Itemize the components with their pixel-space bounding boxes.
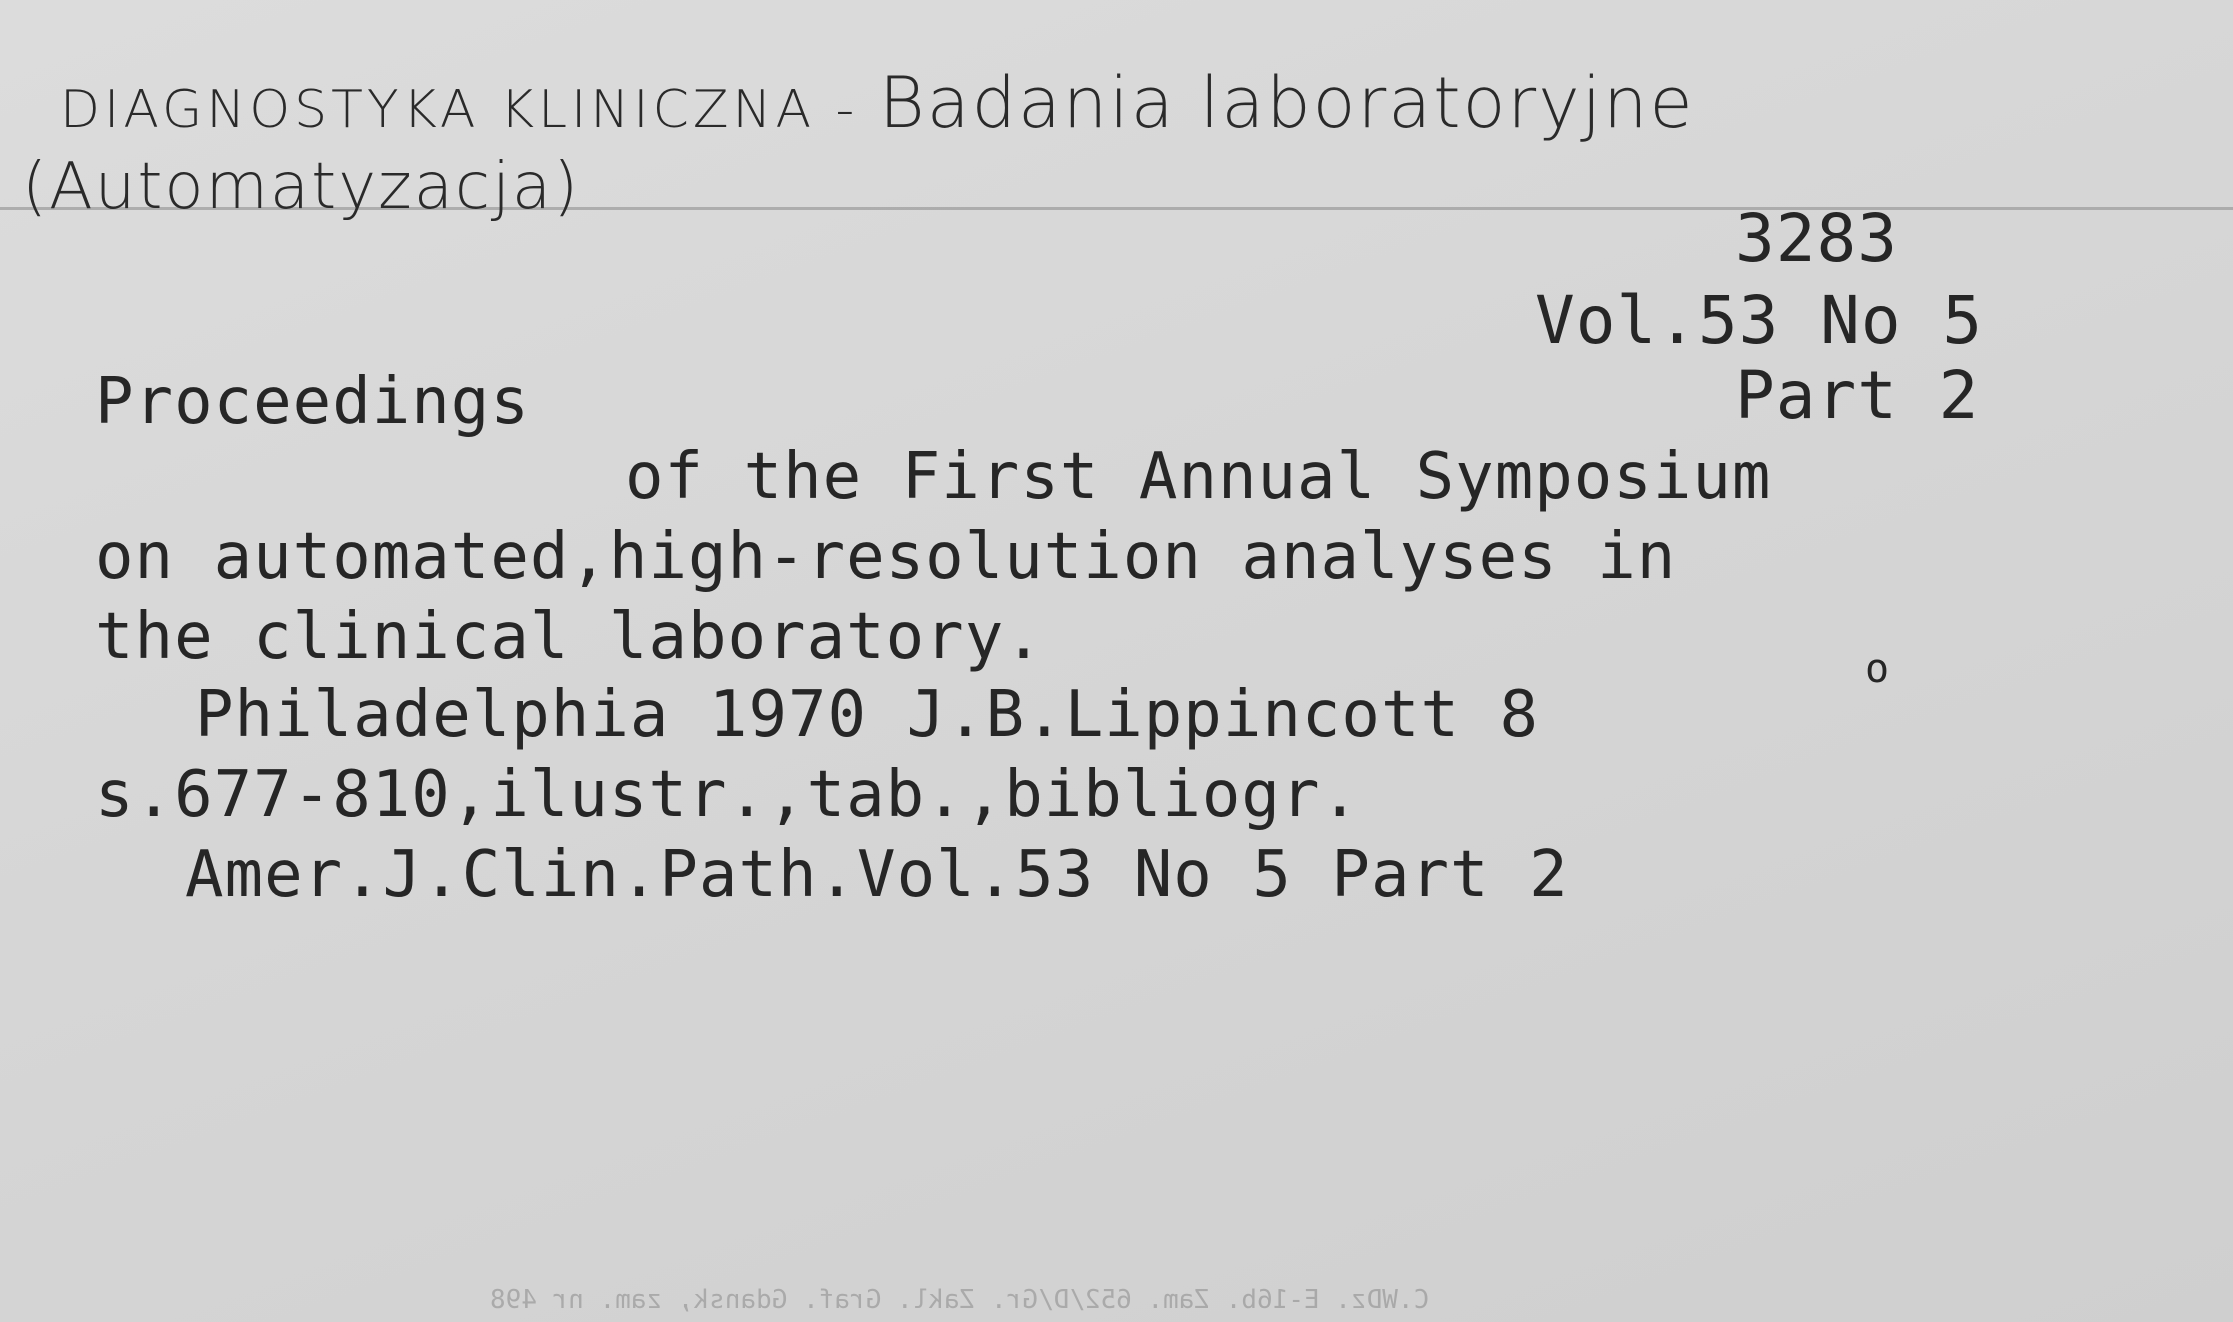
- volume-number: Vol.53 No 5: [1535, 282, 1984, 359]
- subject-sub: Badania laboratoryjne: [878, 62, 1695, 144]
- title-line-2: of the First Annual Symposium: [625, 440, 1772, 514]
- title-word: Proceedings: [95, 365, 530, 439]
- format-superscript: o: [1865, 646, 1890, 692]
- subject-main: DIAGNOSTYKA KLINICZNA -: [60, 80, 879, 140]
- subject-paren: (Automatyzacja): [22, 150, 581, 224]
- call-number: 3283: [1735, 200, 1898, 277]
- series-line: Amer.J.Clin.Path.Vol.53 No 5 Part 2: [185, 838, 1569, 912]
- subject-heading: [60, 62, 1695, 144]
- title-line-3: on automated,high-resolution analyses in: [95, 520, 1677, 594]
- title-line-4: the clinical laboratory.: [95, 600, 1044, 674]
- bleed-through-print: C.WDz. E-16b. Zam. 652/D/Gr. Zakl. Graf. Gdansk, zam. nr 498: [490, 1285, 1430, 1315]
- part-number: Part 2: [1735, 357, 1980, 434]
- imprint-line: Philadelphia 1970 J.B.Lippincott 8: [195, 678, 1540, 752]
- pagination-line: s.677-810,ilustr.,tab.,bibliogr.: [95, 758, 1360, 832]
